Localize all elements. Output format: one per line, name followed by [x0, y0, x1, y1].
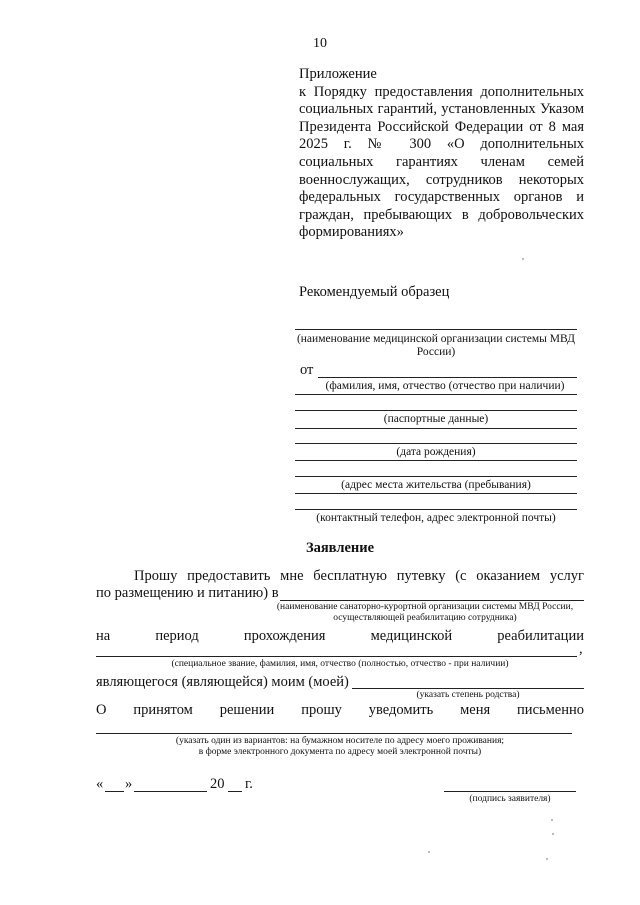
appendix-block [299, 66, 584, 242]
birth-caption: (дата рождения) [396, 446, 476, 458]
decision-word: письменно [517, 702, 584, 718]
passport-field-line[interactable] [295, 410, 577, 411]
relation-text: являющегося (являющейся) моим (моей) [96, 674, 349, 690]
decision-word: решении [219, 702, 275, 718]
period-word: реабилитации [497, 628, 584, 644]
page-number: 10 [313, 36, 327, 51]
period-word: прохождения [243, 628, 326, 644]
sample-label: Рекомендуемый образец [299, 284, 450, 300]
person-caption: (специальное звание, фамилия, имя, отчество (полностью, отчество - при наличии) [171, 659, 509, 669]
org-field-line[interactable] [295, 329, 577, 330]
date-close-quote: » [125, 776, 133, 792]
decision-word: уведомить [368, 702, 434, 718]
decision-word: принятом [133, 702, 193, 718]
scan-speck [551, 819, 553, 821]
address-caption: (адрес места жительства (пребывания) [341, 479, 531, 491]
birth-field-line[interactable] [295, 443, 577, 444]
sanatorium-field-line[interactable] [280, 600, 584, 601]
person-field-line[interactable] [96, 656, 577, 657]
birth-underline [295, 460, 577, 461]
sanatorium-caption-2: осуществляющей реабилитацию сотрудника) [333, 613, 517, 623]
address-field-line[interactable] [295, 476, 577, 477]
decision-word: прошу [301, 702, 342, 718]
address-underline [295, 493, 577, 494]
notify-field-line[interactable] [96, 733, 572, 734]
para1-line1-text: Прошу предоставить мне бесплатную путевку (с оказанием услуг [134, 568, 584, 584]
period-word: период [155, 628, 199, 644]
passport-underline [295, 428, 577, 429]
comma: , [579, 641, 583, 657]
date-year-prefix: 20 [210, 776, 225, 792]
sanatorium-caption-1: (наименование санаторно-курортной организации системы МВД России, [276, 602, 574, 612]
scan-speck [522, 258, 524, 260]
org-caption: (наименование медицинской организации системы МВД России) [296, 333, 576, 358]
date-year-field[interactable] [228, 791, 242, 792]
appendix-text: к Порядку предоставления дополнительных социальных гарантий, установленных Указом Президента Российской Федерации от 8 мая 2025 г. № 300 «О дополнительных социальных гарантиях членам семей военнослужащих, сотрудников некоторых федеральных государственных органов и граждан, пребывающих в добровольческих формированиях» [299, 83, 584, 241]
date-open-quote: « [96, 776, 104, 792]
decision-word: меня [460, 702, 491, 718]
para1-line1 [96, 568, 584, 585]
period-line [96, 628, 584, 645]
para1-line2: по размещению и питанию) в [96, 585, 279, 601]
fio-field-line[interactable] [318, 377, 577, 378]
scan-speck [428, 851, 430, 853]
from-label: от [300, 362, 314, 378]
notify-caption-1: (указать один из вариантов: на бумажном носителе по адресу моего проживания; [175, 736, 505, 746]
signature-caption: (подпись заявителя) [469, 794, 551, 804]
period-word: на [96, 628, 111, 644]
fio-caption: (фамилия, имя, отчество (отчество при наличии) [325, 380, 565, 392]
decision-word: О [96, 702, 107, 718]
contact-field-line[interactable] [295, 509, 577, 510]
contact-caption: (контактный телефон, адрес электронной почты) [316, 512, 556, 524]
signature-field-line[interactable] [444, 791, 576, 792]
fio-underline [295, 394, 577, 395]
passport-caption: (паспортные данные) [383, 413, 489, 425]
date-day-field[interactable] [105, 791, 124, 792]
decision-line [96, 702, 584, 719]
relation-caption: (указать степень родства) [416, 690, 520, 700]
notify-caption-2: в форме электронного документа по адресу моей электронной почты) [198, 747, 482, 757]
statement-heading: Заявление [305, 540, 375, 556]
period-word: медицинской [370, 628, 453, 644]
scan-speck [552, 833, 554, 835]
date-month-field[interactable] [134, 791, 207, 792]
relation-field-line[interactable] [352, 688, 584, 689]
scan-speck [546, 858, 548, 860]
date-year-suffix: г. [245, 776, 253, 792]
appendix-title: Приложение [299, 66, 377, 82]
